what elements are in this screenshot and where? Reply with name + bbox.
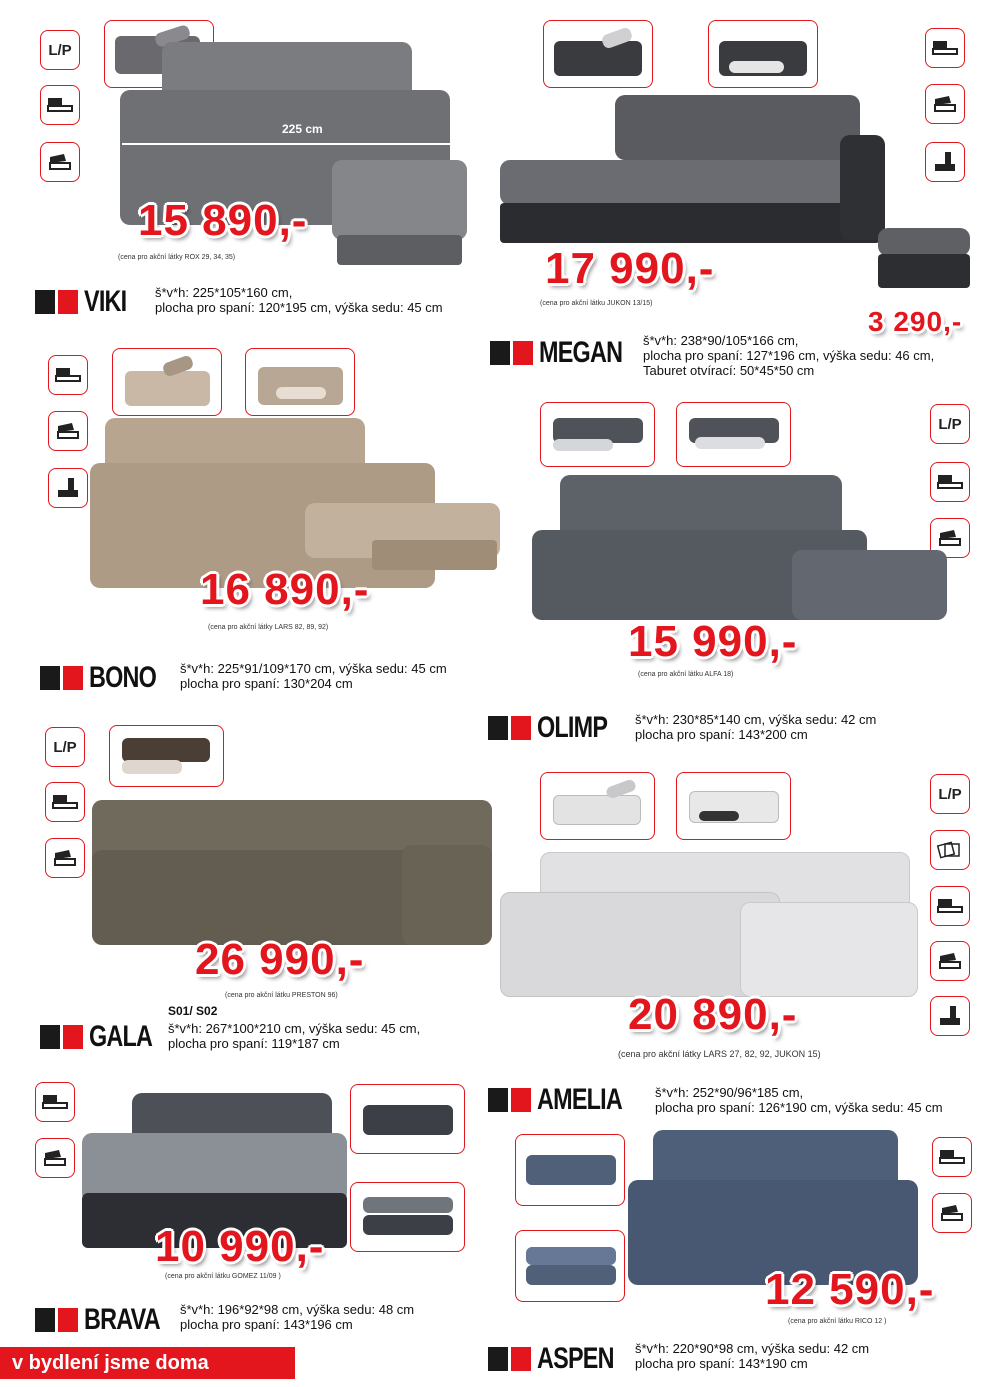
- spec-line: plocha pro spaní: 127*196 cm, výška sedu: 46 cm,: [643, 348, 935, 363]
- price: 20 890,-: [628, 990, 798, 1039]
- spec-line: š*v*h: 267*100*210 cm, výška sedu: 45 cm,: [168, 1021, 421, 1036]
- storage-box-icon: [35, 1138, 75, 1178]
- price: 12 590,-: [765, 1265, 935, 1314]
- bono-thumbnail-2: [245, 348, 355, 416]
- price-note: (cena pro akční látku GOMEZ 11/09 ): [165, 1273, 281, 1280]
- spec-line: š*v*h: 252*90/96*185 cm,: [655, 1085, 804, 1100]
- olimp-thumbnail-2: [676, 402, 791, 467]
- product-title: [40, 1022, 170, 1052]
- dimension-line: [122, 143, 457, 145]
- amelia-sofa-image: [500, 842, 918, 1002]
- product-title: [490, 338, 646, 368]
- lp-badge: L/P: [930, 774, 970, 814]
- spec-line: plocha pro spaní: 143*190 cm: [635, 1356, 808, 1371]
- megan-thumbnail-1: [543, 20, 653, 88]
- price: 15 990,-: [628, 617, 798, 666]
- spec-line: š*v*h: 196*92*98 cm, výška sedu: 48 cm: [180, 1302, 415, 1317]
- fabric-samples-icon: [930, 830, 970, 870]
- spec-line: plocha pro spaní: 119*187 cm: [168, 1036, 340, 1051]
- brava-thumbnail-2: [350, 1182, 465, 1252]
- product-title: [35, 287, 138, 317]
- storage-box-icon: [932, 1193, 972, 1233]
- spec-line: š*v*h: 220*90*98 cm, výška sedu: 42 cm: [635, 1341, 870, 1356]
- storage-box-icon: [48, 411, 88, 451]
- product-title: [488, 713, 627, 743]
- spec-line: plocha pro spaní: 126*190 cm, výška sedu: 45 cm: [655, 1100, 943, 1115]
- gala-thumbnail: [109, 725, 224, 787]
- product-name: MEGAN: [539, 336, 623, 369]
- product-specs: [635, 1341, 869, 1371]
- sofa-bed-icon: [35, 1082, 75, 1122]
- aspen-thumbnail-1: [515, 1134, 625, 1206]
- megan-thumbnail-2: [708, 20, 818, 88]
- price-note: (cena pro akční látku JUKON 13/15): [540, 300, 653, 307]
- product-name: AMELIA: [537, 1083, 623, 1116]
- product-specs: [180, 1302, 414, 1332]
- product-specs: [635, 712, 876, 742]
- amelia-thumbnail-1: [540, 772, 655, 840]
- olimp-thumbnail-1: [540, 402, 655, 467]
- megan-sofa-image: [500, 95, 885, 245]
- sofa-bed-icon: [930, 886, 970, 926]
- product-name: GALA: [89, 1020, 153, 1053]
- bono-thumbnail-1: [112, 348, 222, 416]
- spec-line: plocha pro spaní: 130*204 cm: [180, 676, 353, 691]
- dimension-label: 225 cm: [282, 122, 323, 136]
- ottoman-price: 3 290,-: [868, 306, 963, 337]
- sofa-bed-icon: [40, 85, 80, 125]
- spec-line: plocha pro spaní: 143*196 cm: [180, 1317, 353, 1332]
- product-title: [488, 1085, 646, 1115]
- product-specs: [655, 1085, 943, 1115]
- variant-label: S01/ S02: [168, 1004, 218, 1018]
- price: 16 890,-: [200, 565, 370, 614]
- spec-line: Taburet otvírací: 50*45*50 cm: [643, 363, 815, 378]
- price: 26 990,-: [195, 935, 365, 984]
- product-name: ASPEN: [537, 1342, 614, 1375]
- product-name: VIKI: [84, 285, 127, 318]
- storage-box-icon: [930, 941, 970, 981]
- spec-line: plocha pro spaní: 120*195 cm, výška sedu: 45 cm: [155, 300, 443, 315]
- product-name: BRAVA: [84, 1303, 160, 1336]
- product-name: OLIMP: [537, 711, 608, 744]
- lp-badge: L/P: [45, 727, 85, 767]
- product-title: [488, 1344, 635, 1374]
- sofa-bed-icon: [48, 355, 88, 395]
- price: 15 890,-: [138, 196, 308, 245]
- price-note: (cena pro akční látku PRESTON 96): [225, 992, 338, 999]
- price-note: (cena pro akční látky LARS 27, 82, 92, JUKON 15): [618, 1049, 821, 1059]
- adjustable-headrest-icon: [925, 142, 965, 182]
- product-title: [35, 1305, 181, 1335]
- storage-box-icon: [40, 142, 80, 182]
- product-specs: [155, 285, 443, 315]
- olimp-sofa-image: [532, 475, 948, 635]
- spec-line: plocha pro spaní: 143*200 cm: [635, 727, 808, 742]
- price-note: (cena pro akční látku ALFA 18): [638, 671, 734, 678]
- megan-ottoman-image: [878, 228, 970, 290]
- product-specs: [168, 1021, 420, 1051]
- spec-line: š*v*h: 238*90/105*166 cm,: [643, 333, 799, 348]
- spec-line: š*v*h: 230*85*140 cm, výška sedu: 42 cm: [635, 712, 877, 727]
- lp-badge: L/P: [40, 30, 80, 70]
- spec-line: š*v*h: 225*91/109*170 cm, výška sedu: 45 cm: [180, 661, 447, 676]
- product-name: BONO: [89, 661, 157, 694]
- sofa-bed-icon: [45, 782, 85, 822]
- price: 17 990,-: [545, 244, 715, 293]
- adjustable-headrest-icon: [48, 468, 88, 508]
- product-specs: [643, 333, 934, 378]
- brava-thumbnail-1: [350, 1084, 465, 1154]
- aspen-thumbnail-2: [515, 1230, 625, 1302]
- lp-badge: L/P: [930, 404, 970, 444]
- sofa-bed-icon: [932, 1137, 972, 1177]
- price: 10 990,-: [155, 1222, 325, 1271]
- product-title: [40, 663, 175, 693]
- price-note: (cena pro akční látku RICO 12 ): [788, 1318, 887, 1325]
- price-note: (cena pro akční látky ROX 29, 34, 35): [118, 254, 236, 261]
- storage-box-icon: [45, 838, 85, 878]
- adjustable-headrest-icon: [930, 996, 970, 1036]
- gala-sofa-image: [92, 800, 492, 950]
- spec-line: š*v*h: 225*105*160 cm,: [155, 285, 293, 300]
- price-note: (cena pro akční látky LARS 82, 89, 92): [208, 624, 329, 631]
- sofa-bed-icon: [925, 28, 965, 68]
- amelia-thumbnail-2: [676, 772, 791, 840]
- footer-slogan: v bydlení jsme doma: [0, 1347, 295, 1379]
- product-specs: [180, 661, 447, 691]
- storage-box-icon: [925, 84, 965, 124]
